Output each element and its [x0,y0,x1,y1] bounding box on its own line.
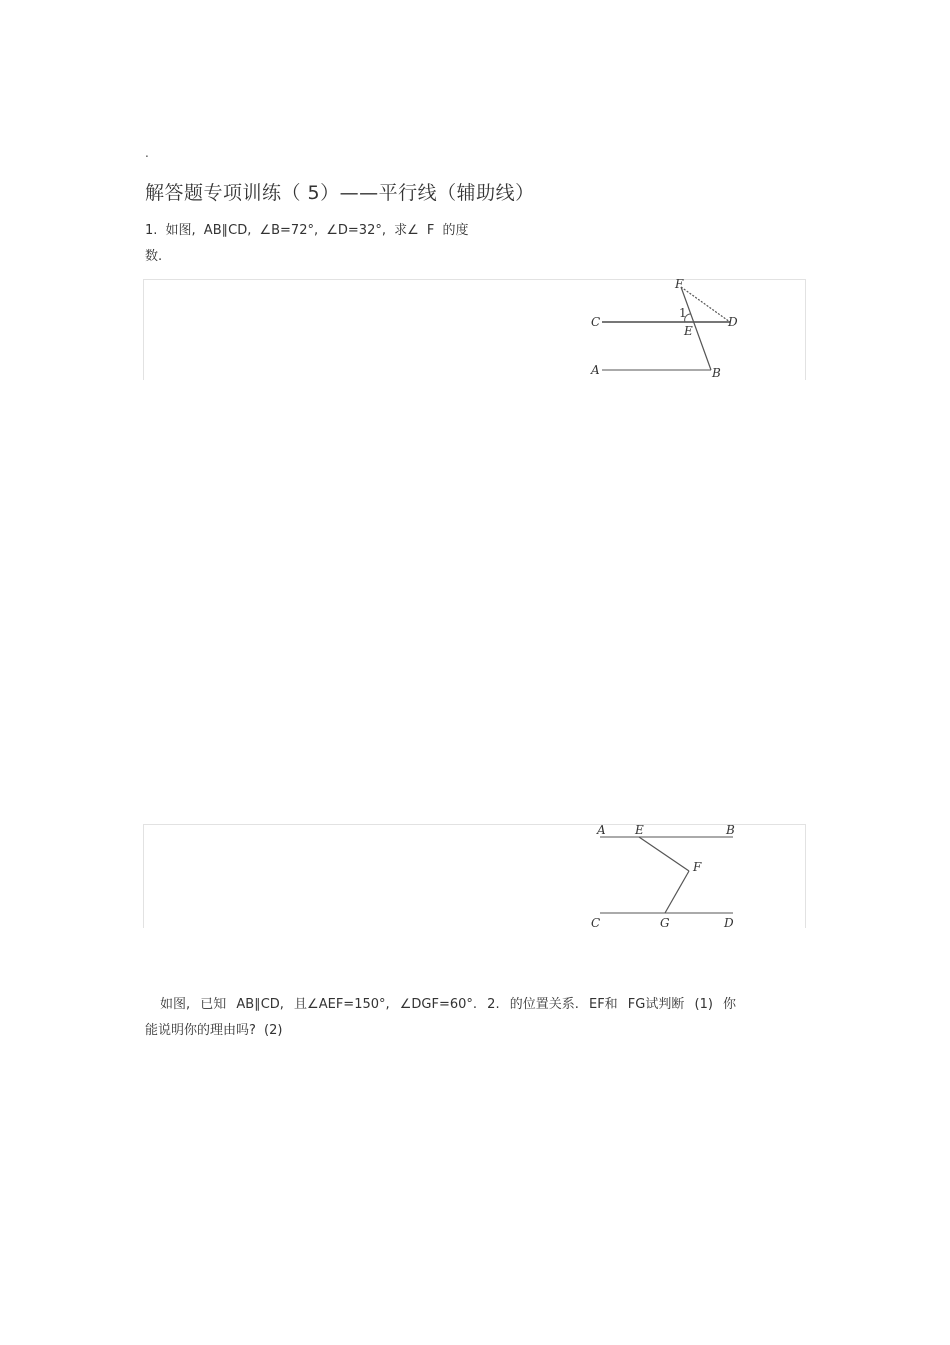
question-1-figure [585,276,755,386]
figure-1-label-b: B [712,366,721,380]
question-1-text-line-1: 1. 如图, AB∥CD, ∠B=72°, ∠D=32°, 求∠ F 的度 [145,223,469,238]
figure-1-label-f: F [675,277,684,291]
figure-2-label-g: G [660,916,670,930]
figure-2-label-b: B [726,823,735,837]
page-marker: . [145,146,149,160]
figure-1-label-d: D [728,315,738,329]
question-1-text-line-2: 数. [145,249,163,264]
figure-2-label-c: C [591,916,601,930]
figure-2-label-e: E [635,823,644,837]
figure-1-label-1: 1 [679,306,687,320]
figure-1-label-a: A [591,363,600,377]
figure-2-label-f: F [693,860,702,874]
figure-1-label-e: E [684,324,693,338]
figure-2-label-a: A [597,823,606,837]
question-2-text-line-1: 如图, 已知 AB∥CD, 且∠AEF=150°, ∠DGF=60°. 2. 的位置关系. EF和 FG试判断 (1) 你 [160,997,737,1012]
page-title: 解答题专项训练（ 5）——平行线（辅助线） [145,182,535,204]
question-2-figure [585,820,755,935]
figure-1-label-c: C [591,315,601,329]
question-2-text-line-2: 能说明你的理由吗? (2) [145,1023,283,1038]
figure-2-label-d: D [724,916,734,930]
